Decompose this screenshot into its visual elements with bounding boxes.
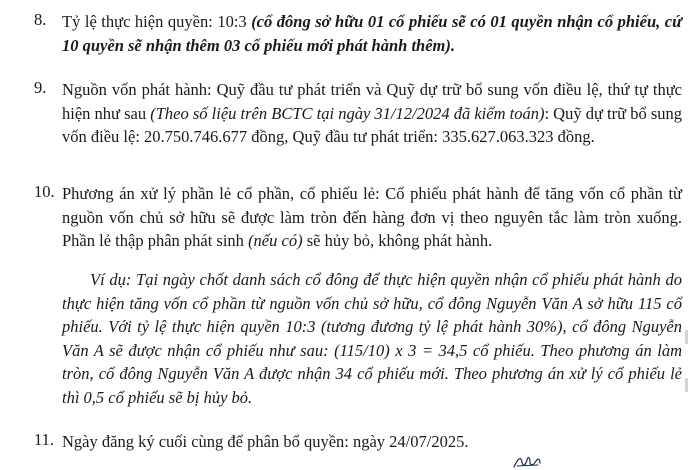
item-text [62,78,682,149]
item-lead-text: Phương án xử lý phần lẻ cổ phần, cổ phiếu lẻ: Cổ phiếu phát hành để tăng vốn cổ phần từ nguồn vốn chủ sở hữu sẽ được làm tròn đến hàng đơn vị theo nguyên tắc làm tròn xuống. Phần lẻ thập phân phát sinh [62,184,682,250]
item-number: 8. [34,10,47,29]
item-text [62,10,682,57]
example-paragraph: Ví dụ: Tại ngày chốt danh sách cổ đông để thực hiện quyền nhận cổ phiếu phát hành do thực hiện tăng vốn cổ phần từ nguồn vốn chủ sở hữu, cổ đông Nguyễn Văn A sở hữu 115 cổ phiếu. Với tỷ lệ thực hiện quyền 10:3 (tương đương tỷ lệ phát hành 30%), cổ đông Nguyễn Văn A sẽ được nhận cổ phiếu như sau: (115/10) x 3 = 34,5 cổ phiếu. Theo phương án làm tròn, cổ đông Nguyễn Văn A được nhận 34 cổ phiếu mới. Theo phương án xử lý cổ phiếu lẻ thì 0,5 cổ phiếu sẽ bị hủy bỏ. [62,270,682,407]
item-lead-text: Nguồn vốn phát hành: Quỹ đầu tư phát triển và Quỹ dự trữ bổ sung vốn điều lệ, thứ tự thực hiện như sau [62,80,682,123]
item-text [62,430,682,454]
item-bold-italic-text: (cổ đông sở hữu 01 cổ phiếu sẽ có 01 quyền nhận cổ phiếu, cứ 10 quyền sẽ nhận thêm 03 cổ phiếu mới phát hành thêm). [62,12,682,55]
scan-mark [685,330,688,344]
item-lead-text: Tỷ lệ thực hiện quyền: 10:3 [62,12,252,31]
item-tail-text: sẽ hủy bỏ, không phát hành. [302,231,493,250]
item-italic-text: (nếu có) [248,231,303,250]
item-number: 11. [34,430,55,449]
item-number: 9. [34,78,47,97]
signature-initials [512,454,542,470]
item-text [62,182,682,253]
item-lead-text: Ngày đăng ký cuối cùng để phân bổ quyền: ngày 24/07/2025. [62,432,469,451]
item-italic-text: (Theo số liệu trên BCTC tại ngày 31/12/2024 đã kiểm toán) [150,103,545,123]
item-number: 10. [34,182,55,201]
scan-mark [685,378,688,392]
item-tail-text: : Quỹ dự trữ bổ sung vốn điều lệ: 20.750.746.677 đồng, Quỹ đầu tư phát triển: 335.627.063.323 đồng. [62,103,682,146]
